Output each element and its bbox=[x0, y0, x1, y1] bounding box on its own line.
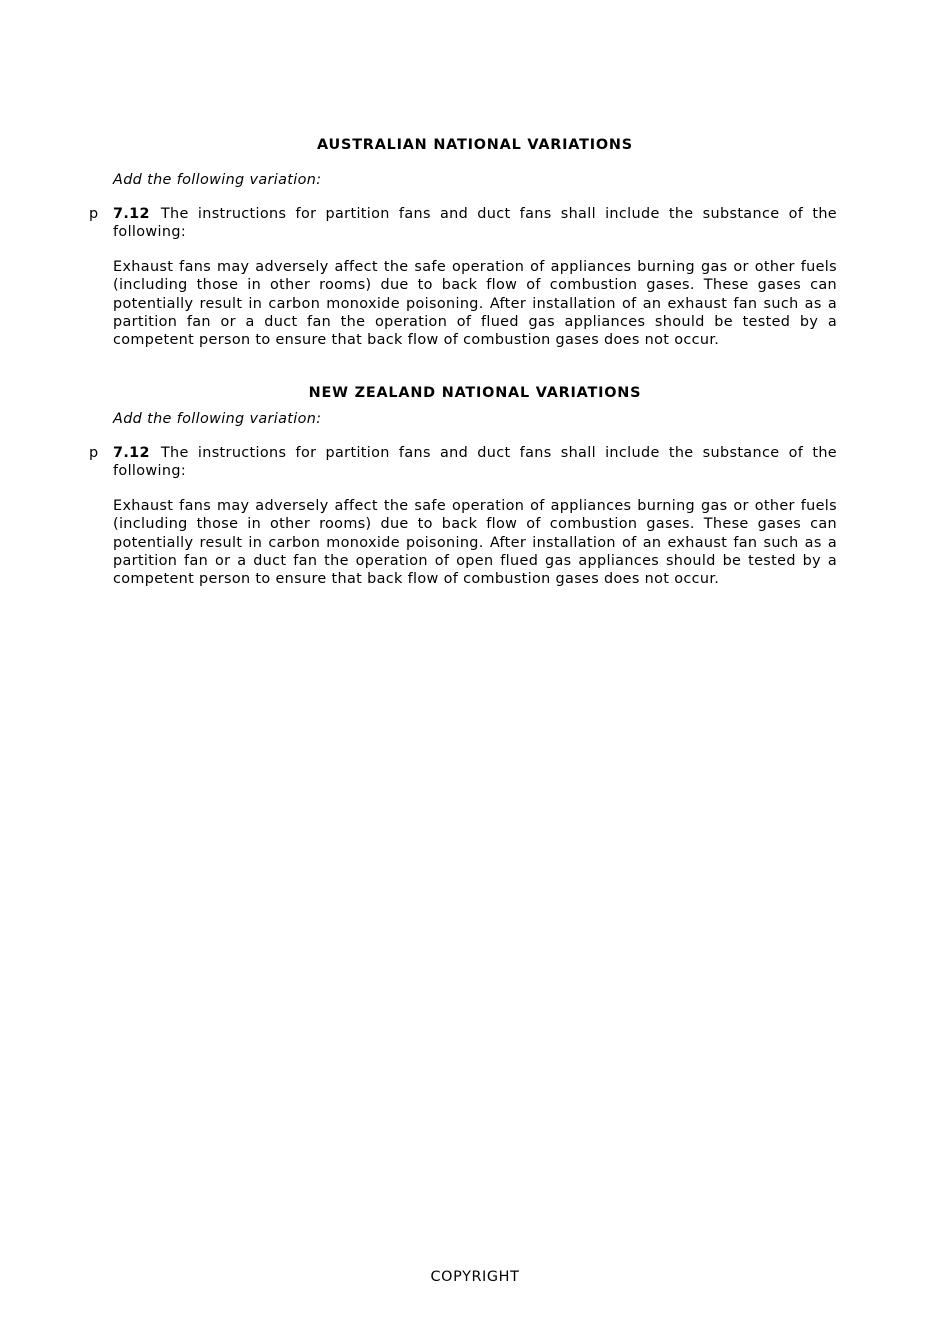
clause-text: The instructions for partition fans and duct fans shall include the substance of the following: bbox=[113, 445, 837, 480]
section-heading-new-zealand: NEW ZEALAND NATIONAL VARIATIONS bbox=[308, 385, 642, 401]
section-intro-new-zealand: Add the following variation: bbox=[113, 411, 322, 427]
section-intro-australia: Add the following variation: bbox=[113, 172, 322, 188]
clause-text-block bbox=[113, 444, 837, 481]
clause-paragraph-australia: Exhaust fans may adversely affect the safe operation of appliances burning gas or other fuels (including those in other rooms) due to back flow of combustion gases. These gases can potentially result in carbon monoxide poisoning. After installation of an exhaust fan such as a partition fan or a duct fan the operation of flued gas appliances should be tested by a competent person to ensure that back flow of combustion gases does not occur. bbox=[113, 259, 837, 349]
clause-number: 7.12 bbox=[113, 206, 150, 222]
clause-text: The instructions for partition fans and duct fans shall include the substance of the following: bbox=[113, 206, 837, 241]
clause-text-block bbox=[113, 205, 837, 242]
clause-number: 7.12 bbox=[113, 445, 150, 461]
clause-paragraph-new-zealand: Exhaust fans may adversely affect the safe operation of appliances burning gas or other fuels (including those in other rooms) due to back flow of combustion gases. These gases can potentially result in carbon monoxide poisoning. After installation of an exhaust fan such as a partition fan or a duct fan the operation of open flued gas appliances should be tested by a competent person to ensure that back flow of combustion gases does not occur. bbox=[113, 498, 837, 588]
section-heading-australia: AUSTRALIAN NATIONAL VARIATIONS bbox=[317, 137, 633, 153]
clause-australia bbox=[89, 205, 837, 242]
clause-new-zealand bbox=[89, 444, 837, 481]
page-footer: COPYRIGHT bbox=[430, 1269, 520, 1285]
clause-marker: p bbox=[89, 206, 99, 222]
clause-marker: p bbox=[89, 445, 99, 461]
